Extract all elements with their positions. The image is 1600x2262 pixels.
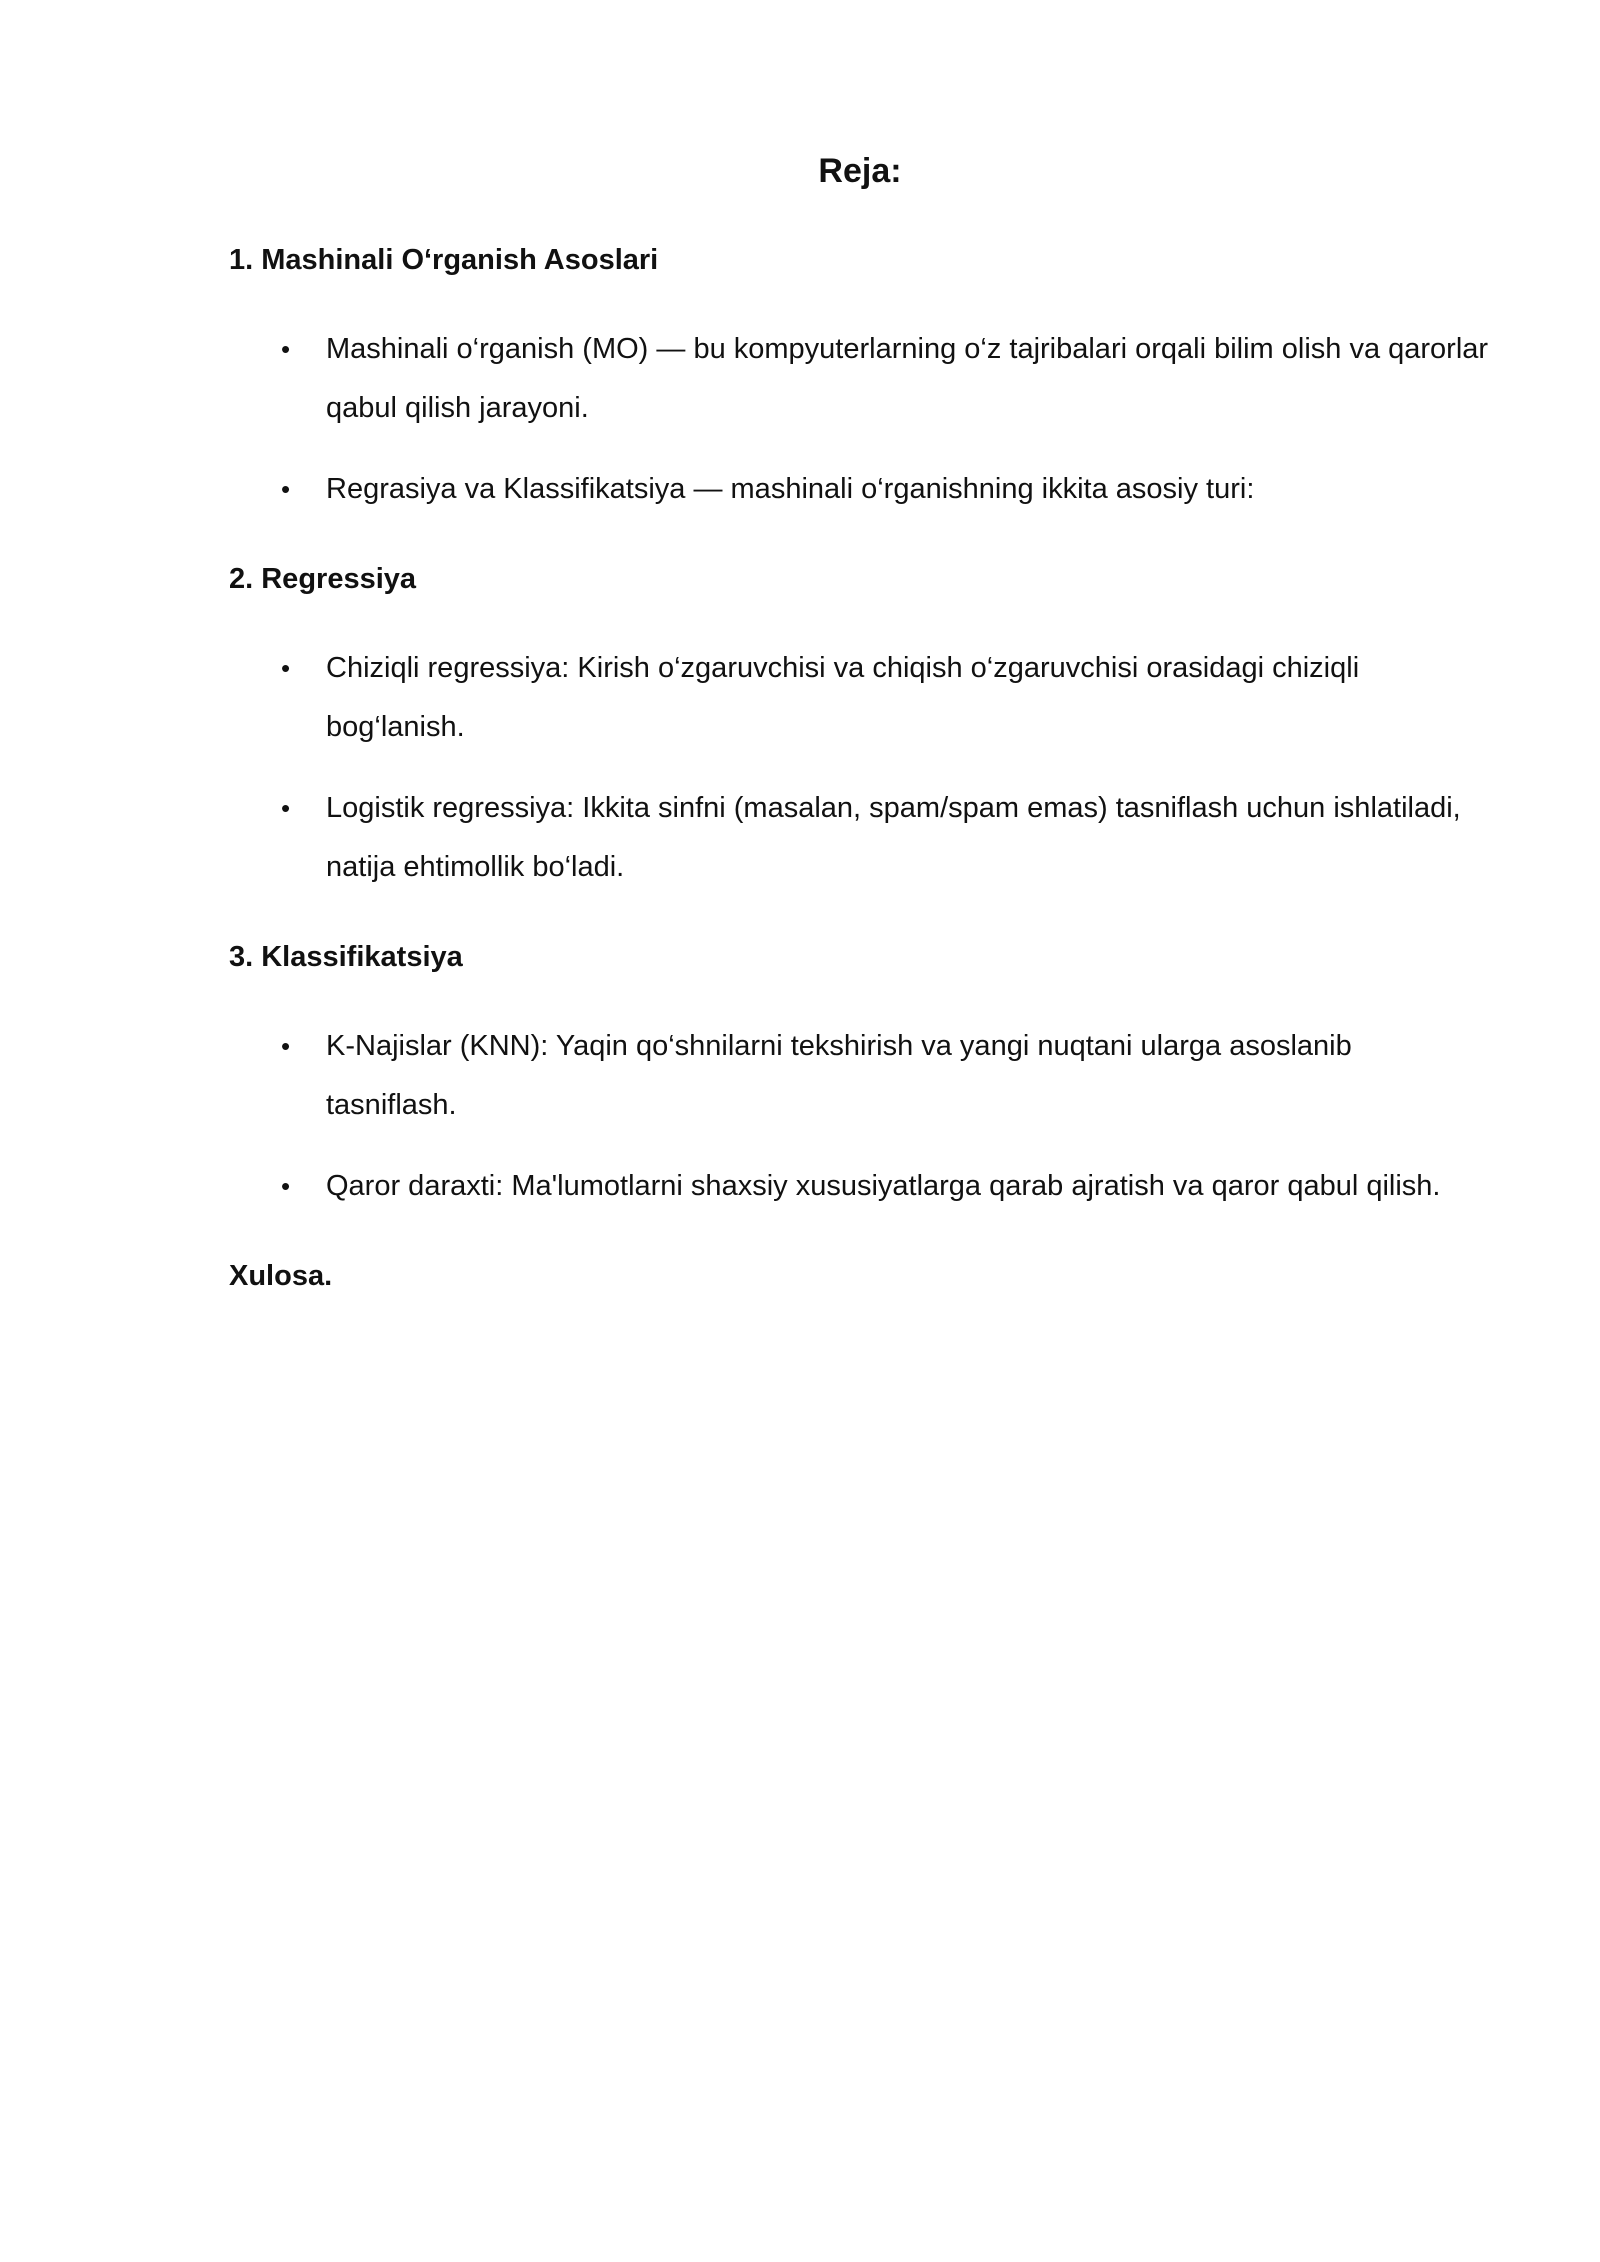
bullet-icon: • bbox=[281, 1031, 291, 1061]
bullet-icon: • bbox=[281, 793, 291, 823]
section-heading-3: 3. Klassifikatsiya bbox=[229, 941, 463, 973]
list-item bbox=[229, 320, 1489, 438]
list-item bbox=[229, 779, 1489, 897]
list-item-text: K-Najislar (KNN): Yaqin qo‘shnilarni tekshirish va yangi nuqtani ularga asoslanib tasniflash. bbox=[326, 1030, 1352, 1121]
conclusion-heading: Xulosa. bbox=[229, 1260, 333, 1292]
list-item-text: Chiziqli regressiya: Kirish o‘zgaruvchisi va chiqish o‘zgaruvchisi orasidagi chiziqli bog‘lanish. bbox=[326, 652, 1360, 743]
bullet-icon: • bbox=[281, 334, 291, 364]
bullet-icon: • bbox=[281, 474, 291, 504]
document-content bbox=[229, 240, 1489, 1296]
section-heading-2: 2. Regressiya bbox=[229, 563, 417, 595]
list-item bbox=[229, 1157, 1489, 1216]
section-heading-1: 1. Mashinali O‘rganish Asoslari bbox=[229, 244, 659, 276]
section-3-list bbox=[229, 1017, 1489, 1216]
list-item-text: Regrasiya va Klassifikatsiya — mashinali o‘rganishning ikkita asosiy turi: bbox=[326, 473, 1255, 505]
list-item-text: Qaror daraxti: Ma'lumotlarni shaxsiy xususiyatlarga qarab ajratish va qaror qabul qilish. bbox=[326, 1170, 1441, 1202]
bullet-icon: • bbox=[281, 653, 291, 683]
section-2-list bbox=[229, 639, 1489, 897]
list-item bbox=[229, 639, 1489, 757]
list-item bbox=[229, 1017, 1489, 1135]
list-item-text: Mashinali o‘rganish (MO) — bu kompyuterlarning o‘z tajribalari orqali bilim olish va qarorlar qabul qilish jarayoni. bbox=[326, 333, 1489, 424]
bullet-icon: • bbox=[281, 1171, 291, 1201]
page-title: Reja: bbox=[818, 152, 902, 190]
list-item-text: Logistik regressiya: Ikkita sinfni (masalan, spam/spam emas) tasniflash uchun ishlatiladi, natija ehtimollik bo‘ladi. bbox=[326, 792, 1461, 883]
section-1-list bbox=[229, 320, 1489, 519]
list-item bbox=[229, 460, 1489, 519]
